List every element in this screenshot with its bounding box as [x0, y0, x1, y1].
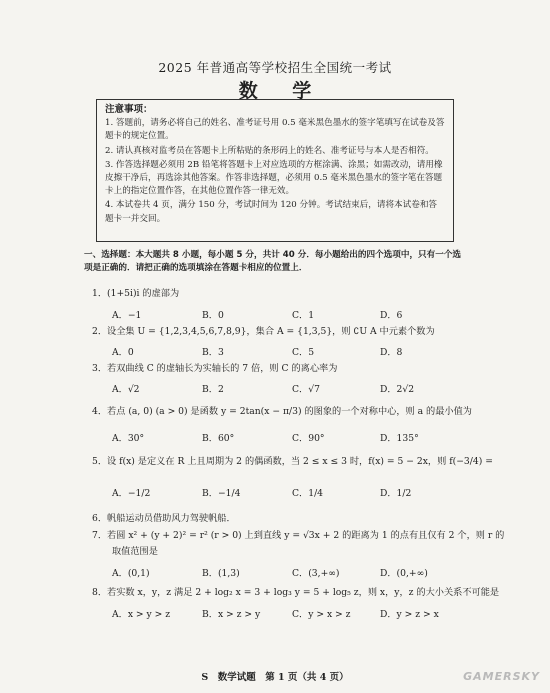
question-4-option-d: D．135° — [380, 433, 419, 444]
question-8-option-d: D．y > z > x — [380, 609, 439, 620]
question-1-option-c: C．1 — [292, 310, 315, 321]
notice-box — [96, 99, 454, 242]
question-3-stem: 3．若双曲线 C 的虚轴长为实轴长的 7 倍，则 C 的离心率为 — [92, 363, 338, 374]
notice-item-3: 3. 作答选择题必须用 2B 铅笔将答题卡上对应选项的方框涂满、涂黑；如需改动，请用橡皮擦干净后，再选涂其他答案。作答非选择题，必须用 0.5 毫米黑色墨水的签字笔在答题卡上的指定位置作答，在其他位置作答一律无效。 — [105, 159, 443, 197]
question-8-options — [112, 606, 452, 620]
question-5-option-c: C．1/4 — [292, 488, 324, 499]
question-3-option-b: B．2 — [202, 384, 224, 395]
question-5-options — [112, 485, 452, 499]
question-3-option-a: A．√2 — [112, 384, 140, 395]
notice-item-1: 1. 答题前，请务必将自己的姓名、准考证号用 0.5 毫米黑色墨水的签字笔填写在试卷及答题卡的规定位置。 — [105, 118, 445, 142]
question-8-stem: 8．若实数 x，y，z 满足 2 + log₂ x = 3 + log₃ y = 5 + log₅ z，则 x，y，z 的大小关系不可能是 — [92, 587, 500, 598]
question-7-option-a: A．(0,1) — [112, 568, 150, 579]
question-7-option-d: D．(0,+∞) — [380, 568, 428, 579]
question-7-option-c: C．(3,+∞) — [292, 568, 340, 579]
subject-title: 数 学 — [238, 80, 326, 102]
question-8-option-a: A．x > y > z — [112, 609, 171, 620]
watermark-logo: GAMERSKY — [463, 670, 540, 683]
question-7-options — [112, 565, 452, 579]
question-7-stem: 7．若圆 x² + (y + 2)² = r² (r > 0) 上到直线 y = √3x + 2 的距离为 1 的点有且仅有 2 个，则 r 的 — [92, 530, 505, 541]
question-1-stem: 1．(1+5i)i 的虚部为 — [92, 288, 180, 299]
question-5-option-d: D．1/2 — [380, 488, 412, 499]
question-1-options — [112, 307, 452, 321]
question-2-option-a: A．0 — [112, 347, 134, 358]
question-3-option-d: D．2√2 — [380, 384, 415, 395]
question-7-option-b: B．(1,3) — [202, 568, 240, 579]
question-1-option-d: D．6 — [380, 310, 403, 321]
question-1-option-b: B．0 — [202, 310, 224, 321]
question-8-option-b: B．x > z > y — [202, 609, 261, 620]
question-2-option-d: D．8 — [380, 347, 403, 358]
question-4-option-c: C．90° — [292, 433, 325, 444]
question-2-stem: 2．设全集 U = {1,2,3,4,5,6,7,8,9}，集合 A = {1,3,5}，则 ∁U A 中元素个数为 — [92, 326, 435, 337]
question-2-option-b: B．3 — [202, 347, 224, 358]
question-2-option-c: C．5 — [292, 347, 315, 358]
question-4-option-b: B．60° — [202, 433, 235, 444]
question-2-options — [112, 344, 452, 358]
question-4-options — [112, 430, 452, 444]
question-4-option-a: A．30° — [112, 433, 145, 444]
page-footer: S 数学试题 第 1 页（共 4 页） — [201, 672, 349, 683]
notice-title: 注意事项： — [105, 104, 153, 115]
question-5-option-b: B．−1/4 — [202, 488, 241, 499]
question-6-stem: 6．帆船运动员借助风力驾驶帆船． — [92, 513, 236, 524]
notice-item-4: 4. 本试卷共 4 页，满分 150 分，考试时间为 120 分钟。考试结束后，请将本试卷和答题卡一并交回。 — [105, 200, 438, 224]
question-3-options — [112, 381, 452, 395]
question-5-option-a: A．−1/2 — [112, 488, 151, 499]
question-8-option-c: C．y > x > z — [292, 609, 351, 620]
question-5-stem: 5．设 f(x) 是定义在 R 上且周期为 2 的偶函数，当 2 ≤ x ≤ 3 时，f(x) = 5 − 2x，则 f(−3/4) = — [92, 456, 493, 467]
question-7-stem-cont: 取值范围是 — [112, 546, 158, 557]
question-3-option-c: C．√7 — [292, 384, 320, 395]
notice-item-2: 2. 请认真核对监考员在答题卡上所粘贴的条形码上的姓名、准考证号与本人是否相符。 — [105, 145, 434, 156]
question-4-stem: 4．若点 (a, 0) (a > 0) 是函数 y = 2tan(x − π/3) 的图象的一个对称中心，则 a 的最小值为 — [92, 406, 472, 417]
question-1-option-a: A．−1 — [112, 310, 142, 321]
exam-title: 2025 年普通高等学校招生全国统一考试 — [158, 60, 392, 75]
section-heading: 一、选择题：本大题共 8 小题，每小题 5 分，共计 40 分．每小题给出的四个选项中，只有一个选项是正确的．请把正确的选项填涂在答题卡相应的位置上． — [84, 250, 462, 273]
